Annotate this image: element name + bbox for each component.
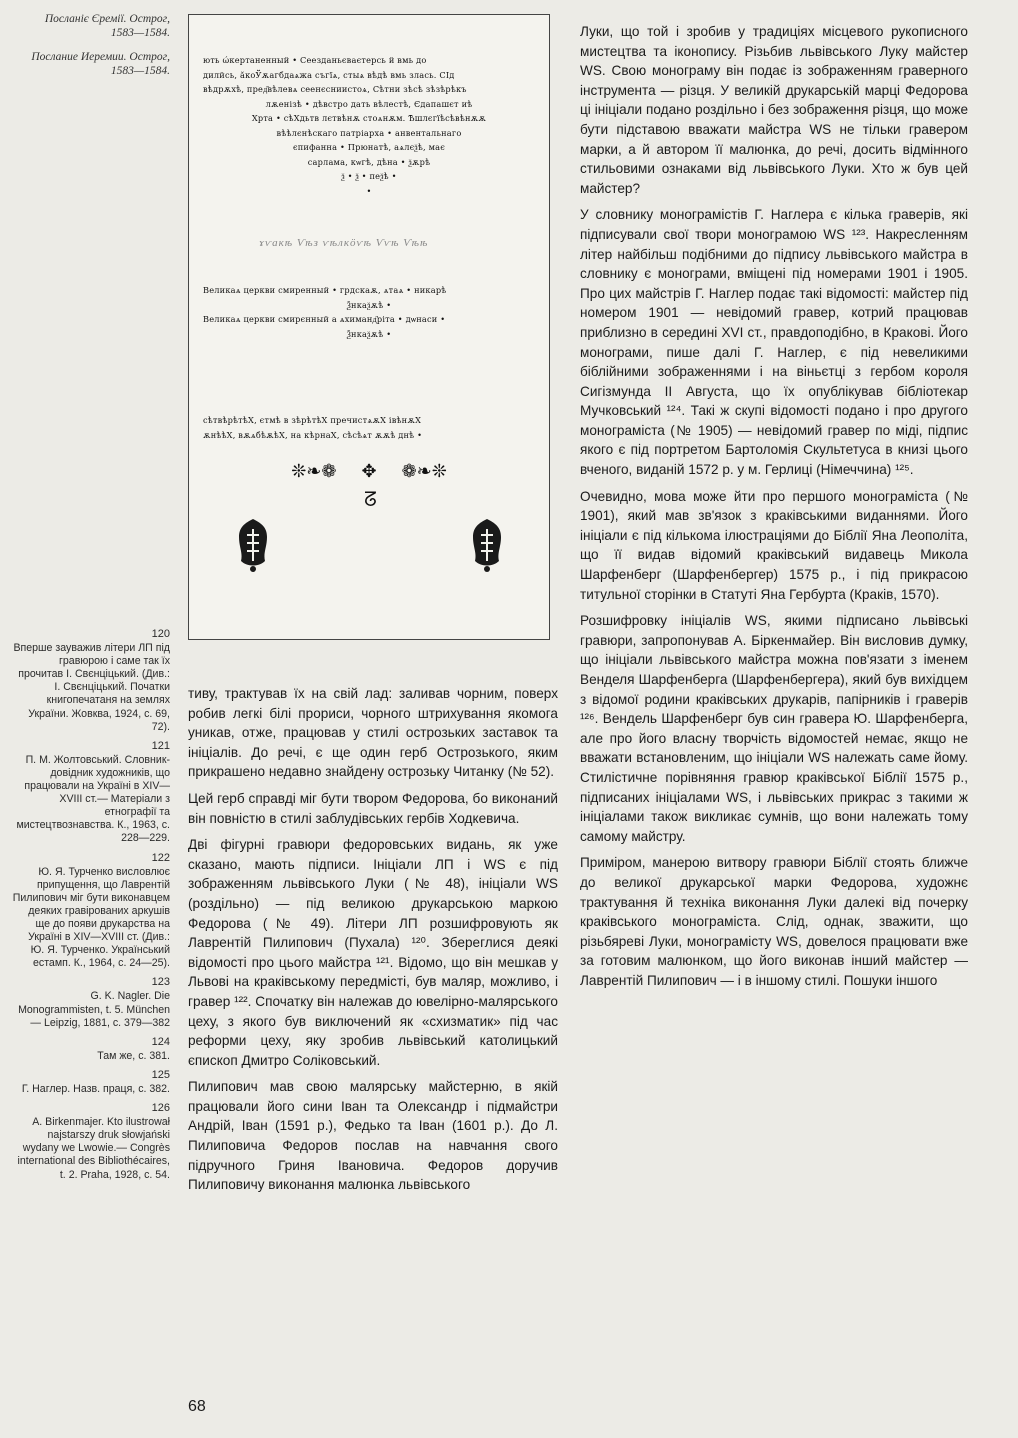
figure-line: вѣдрѫхѣ, пред҃вѣлевѧ сеенєсниистоѧ, Сѣтни зѣсѣ зѣзѣрѣкъ xyxy=(203,84,467,94)
figure-line: Великаѧ церкви смирєнный а ѧхиманд҃ріта • дѡнаси • xyxy=(203,314,446,324)
footnote-number: 123 xyxy=(151,976,170,989)
figure-line: Ѯнкаѯѫѣ • xyxy=(346,328,392,339)
footnote-number: 120 xyxy=(151,628,170,640)
body-column-right xyxy=(580,22,968,998)
paragraph: Цей герб справді міг бути твором Федорова, бо виконаний він повністю в стилі заблудівських гербів Ходкевича. xyxy=(188,790,558,826)
paragraph: Дві фігурні гравюри федоровських видань, як уже сказано, мають підписи. Ініціали ЛП і WS є під зображенням львівського Луки (№ 48), ініціали WS (роздільно) — під великою друкарською маркою Федорова (№ 49). Літери ЛП розшифровують як Лаврентій Пилипович (Пухала) ¹²⁰. Збереглися деякі відомості про цього майстра ¹²¹. Відомо, що він мешкав у Львові на краківському передмісті, був маляр, можливо, і гравер ¹²². Спочатку він належав до ювелірно-малярського цеху, з якого був виключений як «схизматик» під час реформи цеху, яку зробив львівський католицький єпископ Дмитро Соліковський. xyxy=(188,837,558,1068)
footnote-number: 122 xyxy=(151,851,170,864)
figure-line: Великаѧ церкви смиренный • грдскаѫ, ѧтаѧ • никарѣ xyxy=(203,285,447,295)
figure-line: сѣтвѣрѣтѣХ, єтмѣ в зѣрѣтѣХ пречистѧѫХ івѣнѫХ xyxy=(203,415,422,425)
ornament-right: ❁❧❊ xyxy=(401,461,447,481)
caption-russian: Послание Иеремии. Острог, 1583—1584. xyxy=(31,51,170,77)
footnote-text: П. М. Жолтовський. Словник-довідник художників, що працювали на Україні в XIV—XVIII ст.— Матеріали з етнографії та мистецтвознавства. К., 1963, с. 228—229. xyxy=(16,753,170,845)
footnote xyxy=(12,740,170,846)
ornament-center: ✥ xyxy=(361,461,377,481)
figure-captions xyxy=(30,12,170,88)
paragraph: Пилипович мав свою малярську майстерню, в якій працювали його сини Іван та Олександр і підмайстри Андрій, Іван (1591 р.), Федько та Іван (1601 р.). До Л. Пилиповича Федоров послав на навчання свого підручного Гриня Івановича. Федоров доручив Пилиповичу виконання малюнка львівського xyxy=(188,1079,558,1193)
figure-line: вѣѣлєнѣскаго патріарха • анвентальнаго xyxy=(276,127,462,138)
footnote xyxy=(12,976,170,1029)
figure-text-bottom xyxy=(203,413,535,442)
figure-line: ѯ • ѯ • пеѯѣ • xyxy=(341,171,397,181)
footnote xyxy=(12,1069,170,1096)
footnote xyxy=(12,1036,170,1063)
figure-text-middle xyxy=(203,283,535,341)
footnote-text: Вперше зауважив літери ЛП під гравюрою і саме так їх прочитав І. Свєнціцький. (Див.: І. Свєнціцький. Початки книгопечатаня на землях України. Жовква, 1924, с. 69, 72). xyxy=(13,642,170,733)
body-column-middle xyxy=(188,684,558,1202)
ornament-row xyxy=(189,461,549,482)
figure-text-top xyxy=(203,53,535,198)
figure-line: дилйсь, ăкоЎѫагбдаѧжа съгїѧ, стыѧ вѣдѣ вмь злась. СІд xyxy=(203,69,455,80)
footnote-text: A. Birkenmajer. Kto ilustrował najstarszy druk słowjański wydany we Lwowie.— Congrès international des Bibliothécaires, t. 2. Praha, 1928, с. 54. xyxy=(17,1116,170,1181)
footnote-number: 126 xyxy=(151,1102,170,1115)
manuscript-figure xyxy=(188,14,550,640)
footnote-number: 125 xyxy=(151,1068,170,1081)
handwritten-scrawl: ɤѵакѣ Ѵѣз ѵѣлкӧѵѣ Ѵѵѣ Ѵѣѣ xyxy=(259,237,429,249)
figure-line: єпифанна • Прюнатѣ, аѧлєѯѣ, має xyxy=(292,142,446,152)
crest-right-icon xyxy=(467,517,507,573)
footnote-text: Ю. Я. Турченко висловлює припущення, що Лаврентій Пилипович міг бути виконавцем деяких гравірованих аркушів ще до появи друкарства на Україні в XIV—XVIII ст. (Див.: Ю. Я. Турченко. Український естамп. К., 1964, с. 24—25). xyxy=(12,865,170,970)
figure-line: • xyxy=(366,185,372,196)
figure-line: Ѯнкаѯѫѣ • xyxy=(346,299,392,310)
figure-line: сарлама, кѡгѣ, дѣна • ѯѫрѣ xyxy=(307,156,431,167)
page-number: 68 xyxy=(188,1398,206,1415)
paragraph: Розшифровку ініціалів WS, якими підписано львівські гравюри, запропонував А. Біркенмайер. Він висловив думку, що ініціали львівського майстра можна пов'язати з іменем Венделя Шарфенберга (Шарфенбергера), який був вихідцем з відомої родини краківських друкарів, папірників і граверів ¹²⁶. Вендель Шарфенберг був син гравера Ю. Шарфенберга, але про його власну творчість відомостей немає, якщо не вважати встановленим, що ініціали WS належать саме йому. Стилістичне порівняння гравюр краківської Біблії 1575 р., підписаних ініціалами WS, і львівських прикрас з такими ж ініціалами також викликає сумнів, що вони належать тому самому майстру. xyxy=(580,613,968,844)
paragraph: Луки, що той і зробив у традиціях місцевого рукописного мистецтва та іконопису. Різьбив львівського Луку майстер WS. Свою монограму він подає із зображенням граверного інструмента — різця. У великій друкарській марці Федорова ці ініціали подано роздільно і без зображення різця, що може бути підставою вважати майстра WS не тільки гравером марки, а й автором її малюнка, до речі, досить відмінного стильовими ознаками від львівського Луки. Хто ж був цей майстер? xyxy=(580,24,968,196)
caption-ukrainian: Посланіє Єремії. Острог, 1583—1584. xyxy=(44,13,170,39)
paragraph: тиву, трактував їх на свій лад: заливав чорним, поверх робив легкі білі прориси, чорного штрихування якомога уникав, отже, працював у стилі острозьких заставок та ініціалів. До речі, є ще один герб Острозького, яким прикрашено недавно знайдену острозьку Читанку (№ 52). xyxy=(188,686,558,780)
paragraph: У словнику монограмістів Г. Наглера є кілька граверів, які підписували свої твори монограмою WS ¹²³. Накресленням літер найбільш подібними до підпису львівського майстра в словнику є монограми, вміщені під номерами 1901 і 1905. Про цих майстрів Г. Наглер подає такі відомості: майстер під номером 1901 — невідомий гравер, котрий працював приблизно в середині XVI ст., правдоподібно, в Кракові. Його монограми, пише далі Г. Наглер, є під невеликими біблійними зображеннями і на віньєтці з гербом короля Сигізмунда II Августа, що їх опублікував бібліотекар Мучковський ¹²⁴. Такі ж скупі відомості подано і про другого монограміста (№ 1905) — невідомий гравер по міді, підпис якого є під портретом Бартоломія Скультетуса в книзі цього вченого, виданій 1572 р. у м. Герлиці (Німеччина) ¹²⁵. xyxy=(580,207,968,478)
footnote xyxy=(12,1102,170,1182)
figure-line: лѫенізѣ • дѣвстро дать вѣлестѣ, Єдапашєт иѣ xyxy=(265,98,473,109)
paragraph: Приміром, манерою витвору гравюри Біблії стоять ближче до великої друкарської марки Федорова, художнє трактування й техніка виконання Луки далекі від почерку краківського монограміста. Слід, однак, зважити, що різьбяреві Луки, монограмісту WS, довелося працювати вже за готовим малюнком, що його виконав інший майстер — Лаврентій Пилипович — і в іншому стилі. Пошуки іншого xyxy=(580,855,968,988)
footnote-number: 124 xyxy=(151,1035,170,1048)
ornament-drop: ᘔ xyxy=(364,489,377,511)
footnotes xyxy=(12,628,170,1188)
footnote-number: 121 xyxy=(151,739,170,752)
figure-line: ють ώкертаненный • Сеезданьєваєтерсь й вмь до xyxy=(203,55,427,65)
ornament-left: ❊❧❁ xyxy=(291,461,337,481)
footnote-text: G. K. Nagler. Die Monogrammisten, t. 5. München — Leipzig, 1881, c. 379—382 xyxy=(18,990,170,1029)
footnote-text: Г. Наглер. Назв. праця, с. 382. xyxy=(21,1083,170,1095)
crest-left-icon xyxy=(233,517,273,573)
paragraph: Очевидно, мова може йти про першого монограміста (№ 1901), який мав зв'язок з краківськими виданнями. Його ініціали є під кількома ілюстраціями до Біблії Яна Леополіта, що її видав відомий краківський видавець Микола Шарфенберг (Шарфенбергер) 1575 р., і під прикрасою титульної сторінки в Статуті Яна Гербурта (Краків, 1570). xyxy=(580,488,968,602)
figure-line: Хрта • сѣХдьтв лєтвѣнѫ стоѧнѫм. Ѣшлєгїѣсѣвѣнѫѫ xyxy=(251,113,487,123)
footnote-text: Там же, с. 381. xyxy=(97,1049,170,1062)
figure-line: ѫнѣѣХ, вѫѧбѣѫѣХ, на кѣрнаХ, сѣсѣѧт ѫѫѣ днѣ • xyxy=(203,429,423,440)
footnote xyxy=(12,852,170,971)
footnote xyxy=(12,628,170,734)
